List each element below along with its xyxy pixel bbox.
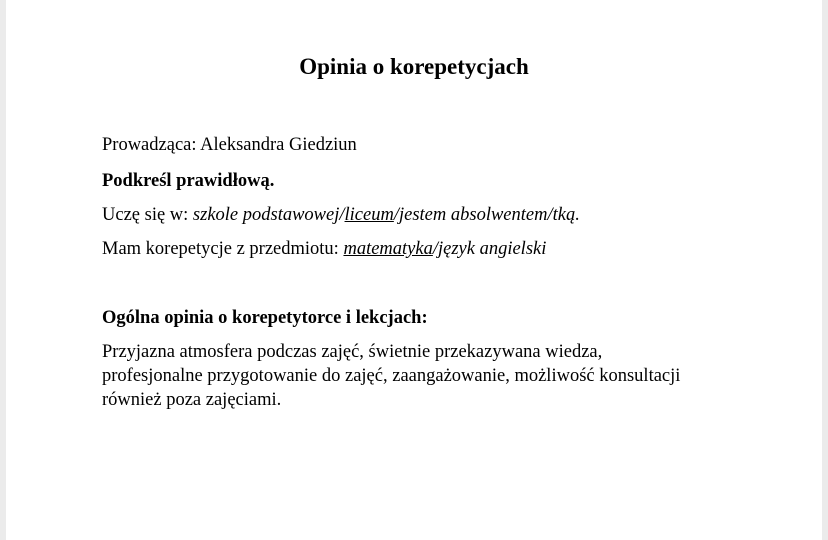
subject-option-english: język angielski [437,239,547,259]
school-separator: / [393,205,399,225]
opinion-line: również poza zajęciami. [102,390,282,410]
subject-option-math-underlined: matematyka [343,239,433,259]
opinion-heading: Ogólna opinia o korepetytorce i lekcjach: [102,308,428,328]
document-title: Opinia o korepetycjach [299,54,529,79]
document-page [6,0,822,540]
opinion-line: Przyjazna atmosfera podczas zajęć, świetnie przekazywana wiedza, [102,342,603,362]
school-period: . [575,205,580,225]
school-option-primary: szkole podstawowej [192,205,340,225]
school-separator: / [339,205,345,225]
instruction-line: Podkreśl prawidłową. [102,171,275,191]
school-line [102,203,580,227]
subject-line [102,237,546,261]
opinion-line: profesjonalne przygotowanie do zajęć, zaangażowanie, możliwość konsultacji [102,366,681,386]
school-option-graduate: jestem absolwentem/tką [398,205,576,225]
teacher-line: Prowadząca: Aleksandra Giedziun [102,135,357,155]
opinion-paragraph [102,340,742,412]
subject-separator: / [432,239,438,259]
school-label: Uczę się w: [102,205,193,225]
school-option-highschool-underlined: liceum [344,205,394,225]
subject-label: Mam korepetycje z przedmiotu: [102,239,344,259]
